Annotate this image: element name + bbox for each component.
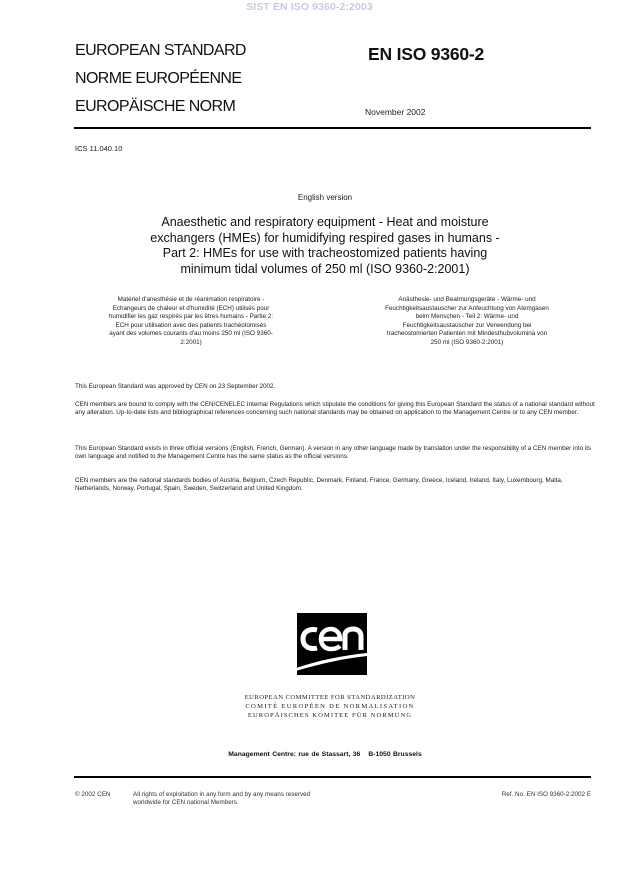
french-title-line: Matériel d'anesthésie et de réanimation respiratoire -: [117, 296, 265, 303]
french-title-line: ayant des volumes courants d'au moins 250 ml (ISO 9360-: [109, 330, 273, 337]
german-title-line: beim Menschen - Teil 2: Wärme- und: [415, 313, 519, 320]
document-number: EN ISO 9360-2: [368, 44, 485, 64]
german-title-line: tracheostomierten Patienten mit Mindesthubvolumina von: [386, 330, 548, 337]
rights-statement: [133, 791, 393, 806]
org-name-en: EUROPEAN COMMITTEE FOR STANDARDIZATION: [244, 694, 416, 701]
document-title: [110, 215, 540, 277]
rights-line: worldwide for CEN national Members.: [133, 798, 239, 806]
german-title-line: Feuchtigkeitsaustauscher zur Verwendung bei: [402, 321, 532, 329]
ics-code: ICS 11.040.10: [75, 144, 123, 153]
german-title-line: Feuchtigkeitsaustauscher zur Anfeuchtung von Atemgasen: [385, 304, 549, 312]
copyright: © 2002 CEN: [75, 791, 111, 798]
standard-label-de: EUROPÄISCHE NORM: [75, 98, 236, 115]
versions-paragraph: This European Standard exists in three official versions (English, French, German). A version in any other language made by translation under the responsibility of a CEN member into its own language and notified to the Management Centre has the same status as the official versions.: [75, 445, 592, 460]
language-version: English version: [297, 193, 353, 202]
title-line: Anaesthetic and respiratory equipment - Heat and moisture: [161, 215, 489, 229]
reference-number: Ref. No. EN ISO 9360-2:2002 E: [501, 791, 591, 798]
publication-date: November 2002: [365, 107, 426, 117]
german-title-line: 250 ml (ISO 9360-2:2001): [430, 338, 504, 346]
footer-divider: [74, 776, 591, 778]
rights-line: All rights of exploitation in any form and by any means reserved: [133, 791, 311, 798]
title-line: exchangers (HMEs) for humidifying respired gases in humans -: [150, 230, 500, 245]
org-name-fr: COMITÉ EUROPÉEN DE NORMALISATION: [245, 703, 415, 710]
french-title-line: 2:2001): [180, 338, 202, 346]
members-paragraph: CEN members are the national standards bodies of Austria, Belgium, Czech Republic, Denmark, Finland, France, Germany, Greece, Iceland, Ireland, Italy, Luxembourg, Malta, Netherlands, Norway, Portugal, Spain, Sweden, Switzerland and United Kingdom.: [75, 477, 563, 492]
german-title: [338, 296, 596, 347]
approval-paragraph: This European Standard was approved by CEN on 23 September 2002.: [75, 383, 276, 390]
german-title-line: Anästhesie- und Beatmungsgeräte - Wärme- und: [398, 296, 536, 303]
organization-names: [190, 693, 470, 720]
compliance-paragraph: CEN members are bound to comply with the CEN/CENELEC Internal Regulations which stipulate the conditions for giving this European Standard the status of a national standard without any alteration. Up-to-date lists and bibliographical references concerning such national standards may be obtained on application to the Management Centre or to any CEN member.: [75, 401, 595, 416]
french-title-line: ECH pour utilisation avec des patients trachéotomisés: [115, 321, 267, 329]
management-city: B-1050 Brussels: [368, 751, 422, 758]
management-address: Management Centre: rue de Stassart, 36: [228, 751, 361, 758]
title-line: minimum tidal volumes of 250 ml (ISO 9360-2:2001): [180, 261, 470, 276]
french-title-line: humidifier les gaz respirés par les êtres humains - Partie 2:: [108, 313, 274, 320]
watermark: SIST EN ISO 9360-2:2003: [246, 1, 373, 13]
french-title-line: Echangeurs de chaleur et d'humidité (ECH) utilisés pour: [112, 304, 270, 312]
org-name-de: EUROPÄISCHES KOMITEE FÜR NORMUNG: [247, 712, 413, 719]
title-line: Part 2: HMEs for use with tracheostomized patients having: [162, 246, 488, 260]
standard-label-en: EUROPEAN STANDARD: [75, 42, 246, 59]
standard-label-fr: NORME EUROPÉENNE: [75, 70, 242, 87]
management-centre: [0, 751, 619, 758]
french-title: [72, 296, 310, 347]
header-divider: [74, 127, 591, 129]
cen-logo-icon: [297, 613, 367, 675]
